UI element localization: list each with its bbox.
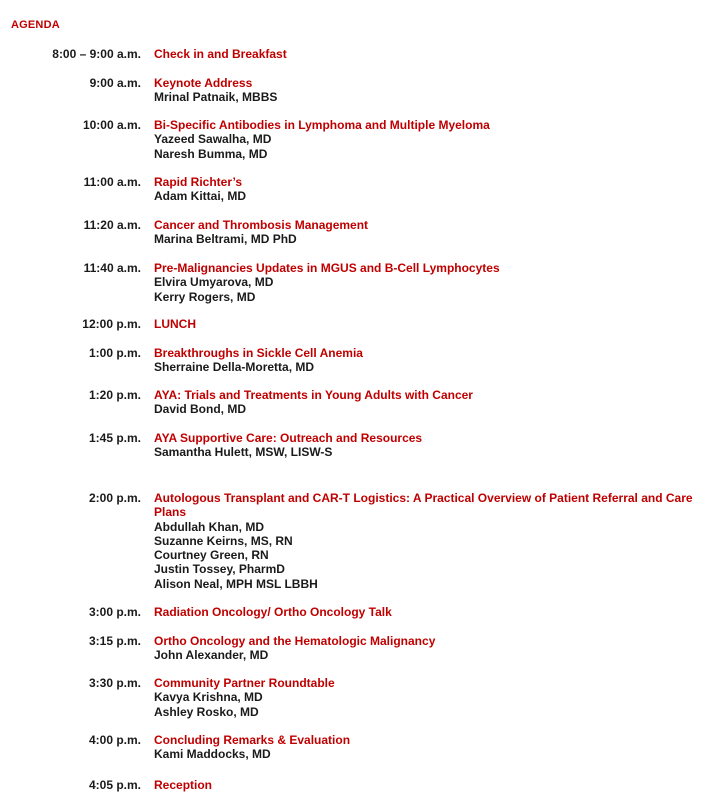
item-time: 4:00 p.m. <box>88 733 141 747</box>
item-speaker: Samantha Hulett, MSW, LISW-S <box>154 445 333 460</box>
item-time: 12:00 p.m. <box>82 317 141 331</box>
agenda-heading: AGENDA <box>11 19 60 31</box>
item-title: Reception <box>154 778 213 792</box>
item-title: Rapid Richter’s <box>154 175 243 189</box>
item-title: AYA Supportive Care: Outreach and Resources <box>154 431 423 445</box>
item-title: Bi-Specific Antibodies in Lymphoma and Multiple Myeloma <box>154 118 490 132</box>
item-title: Check in and Breakfast <box>154 47 287 61</box>
item-speaker: Courtney Green, RN <box>154 548 269 563</box>
item-speaker: Kavya Krishna, MD <box>154 690 263 705</box>
item-time: 9:00 a.m. <box>89 76 141 90</box>
item-title: Community Partner Roundtable <box>154 676 335 690</box>
item-speaker: Suzanne Keirns, MS, RN <box>154 533 293 548</box>
item-title: Radiation Oncology/ Ortho Oncology Talk <box>154 605 392 619</box>
item-speaker: Marina Beltrami, MD PhD <box>154 232 297 247</box>
item-time: 8:00 – 9:00 a.m. <box>52 47 141 61</box>
item-title: Keynote Address <box>154 76 253 90</box>
item-time: 3:30 p.m. <box>88 676 141 690</box>
item-speaker: Elvira Umyarova, MD <box>154 275 274 290</box>
item-title: Ortho Oncology and the Hematologic Malignancy <box>154 634 436 648</box>
item-title: Breakthroughs in Sickle Cell Anemia <box>154 346 363 360</box>
item-speaker: Yazeed Sawalha, MD <box>154 132 272 147</box>
item-speaker: Adam Kittai, MD <box>154 189 247 204</box>
item-title: LUNCH <box>154 317 196 331</box>
item-time: 11:20 a.m. <box>83 218 141 232</box>
item-time: 10:00 a.m. <box>82 118 141 132</box>
item-time: 3:00 p.m. <box>88 605 141 619</box>
item-speaker: Mrinal Patnaik, MBBS <box>154 90 278 105</box>
item-speaker: Naresh Bumma, MD <box>154 146 268 161</box>
item-time: 4:05 p.m. <box>88 778 141 792</box>
item-time: 1:45 p.m. <box>88 431 141 445</box>
item-title: Concluding Remarks & Evaluation <box>154 733 351 747</box>
item-title: AYA: Trials and Treatments in Young Adults with Cancer <box>154 388 473 402</box>
item-speaker: Kerry Rogers, MD <box>154 289 256 304</box>
item-speaker: Ashley Rosko, MD <box>154 704 259 719</box>
item-speaker: Kami Maddocks, MD <box>154 747 271 762</box>
item-title: Autologous Transplant and CAR-T Logistics: A Practical Overview of Patient Referral and Care Plans <box>154 491 693 520</box>
item-time: 2:00 p.m. <box>88 491 141 505</box>
item-speaker: John Alexander, MD <box>154 648 269 663</box>
item-speaker: Alison Neal, MPH MSL LBBH <box>154 576 318 591</box>
item-speaker: David Bond, MD <box>154 402 246 417</box>
item-time: 11:40 a.m. <box>83 261 141 275</box>
item-speaker: Abdullah Khan, MD <box>154 519 264 534</box>
item-time: 1:20 p.m. <box>88 388 141 402</box>
item-title: Pre-Malignancies Updates in MGUS and B-Cell Lymphocytes <box>154 261 500 275</box>
item-title: Cancer and Thrombosis Management <box>154 218 369 232</box>
item-time: 3:15 p.m. <box>88 634 141 648</box>
item-time: 1:00 p.m. <box>88 346 141 360</box>
item-speaker: Sherraine Della-Moretta, MD <box>154 360 315 375</box>
item-time: 11:00 a.m. <box>83 175 141 189</box>
item-speaker: Justin Tossey, PharmD <box>154 562 285 577</box>
